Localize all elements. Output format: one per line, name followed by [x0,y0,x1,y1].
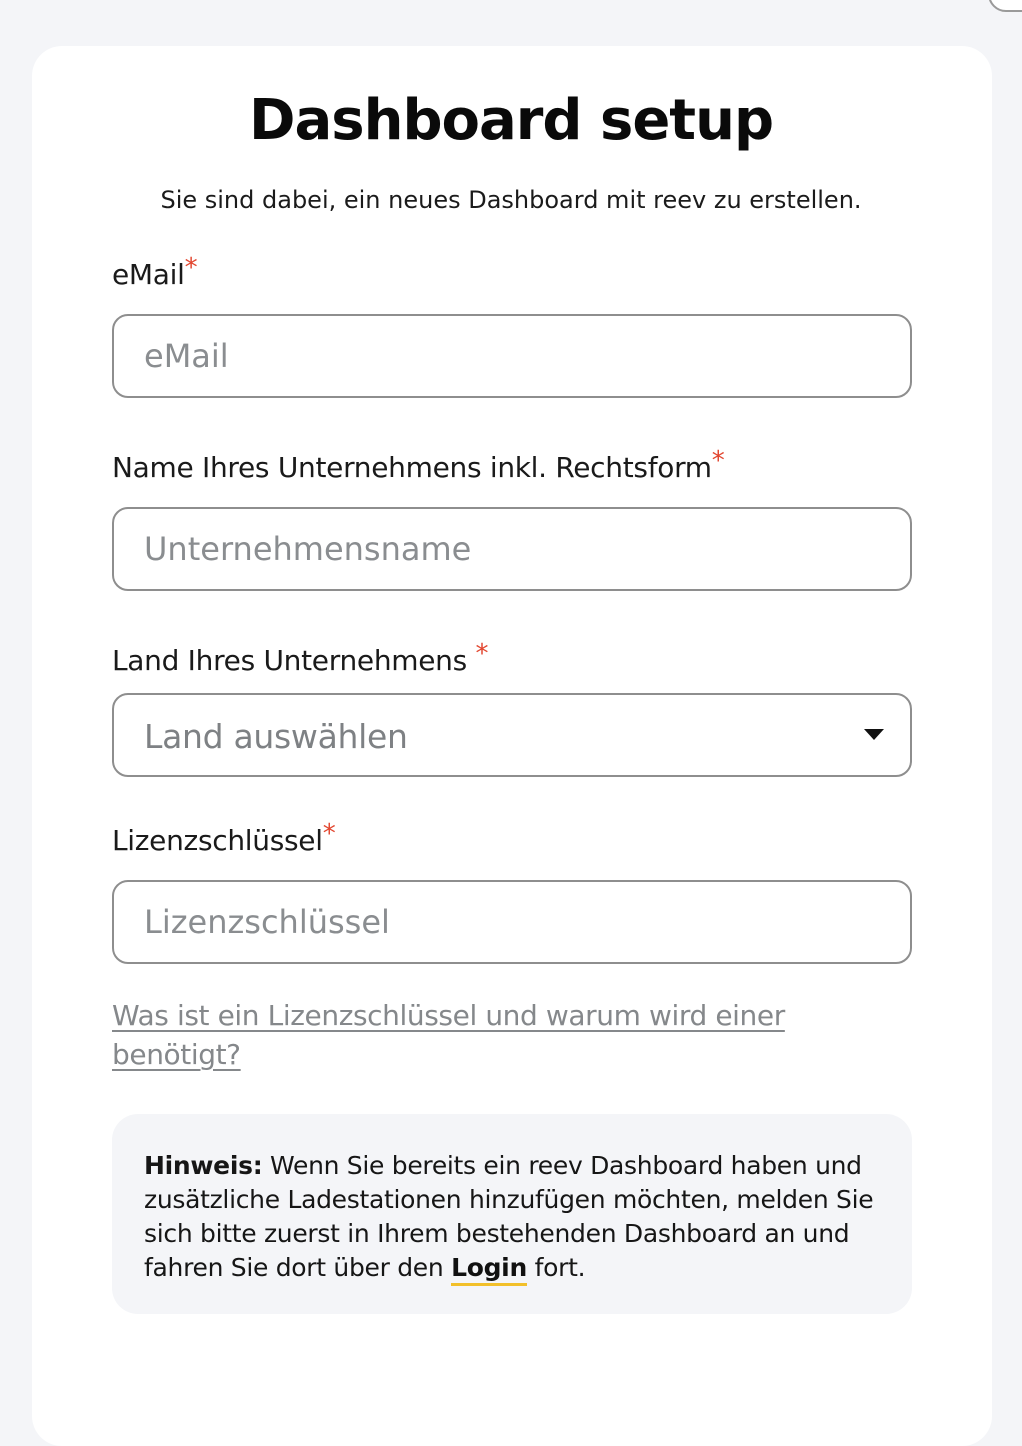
chevron-down-icon[interactable] [864,729,884,740]
license-help-link[interactable]: Was ist ein Lizenzschlüssel und warum wird einer benötigt? [112,999,785,1071]
email-label-text: eMail [112,258,185,291]
country-select[interactable] [112,693,912,777]
email-field-box[interactable] [112,314,912,398]
hint-box [112,1114,912,1314]
email-label [112,253,198,291]
company-label-text: Name Ihres Unternehmens inkl. Rechtsform [112,451,712,484]
hint-text: Wenn Sie bereits ein reev Dashboard haben und zusätzliche Ladestationen hinzufügen möchten, melden Sie sich bitte zuerst in Ihrem bestehenden Dashboard an und fahren Sie dort über den [144,1151,874,1282]
hint-suffix: fort. [526,1253,586,1282]
login-link[interactable]: Login [451,1253,527,1286]
email-field[interactable] [144,316,884,396]
company-field-box[interactable] [112,507,912,591]
page-title: Dashboard setup [248,88,774,153]
country-label [112,639,489,677]
required-mark: * [711,446,725,476]
required-mark: * [322,819,336,849]
license-label [112,819,336,857]
company-label [112,446,725,484]
country-select-value: Land auswählen [144,717,408,756]
page-subtitle: Sie sind dabei, ein neues Dashboard mit reev zu erstellen. [160,186,862,214]
corner-control[interactable] [988,0,1022,12]
hint-prefix: Hinweis: [144,1151,263,1180]
required-mark: * [184,253,198,283]
license-label-text: Lizenzschlüssel [112,824,323,857]
license-key-field[interactable] [144,882,884,962]
license-field-box[interactable] [112,880,912,964]
required-mark: * [475,639,489,669]
company-name-field[interactable] [144,509,884,589]
country-label-text: Land Ihres Unternehmens [112,644,476,677]
